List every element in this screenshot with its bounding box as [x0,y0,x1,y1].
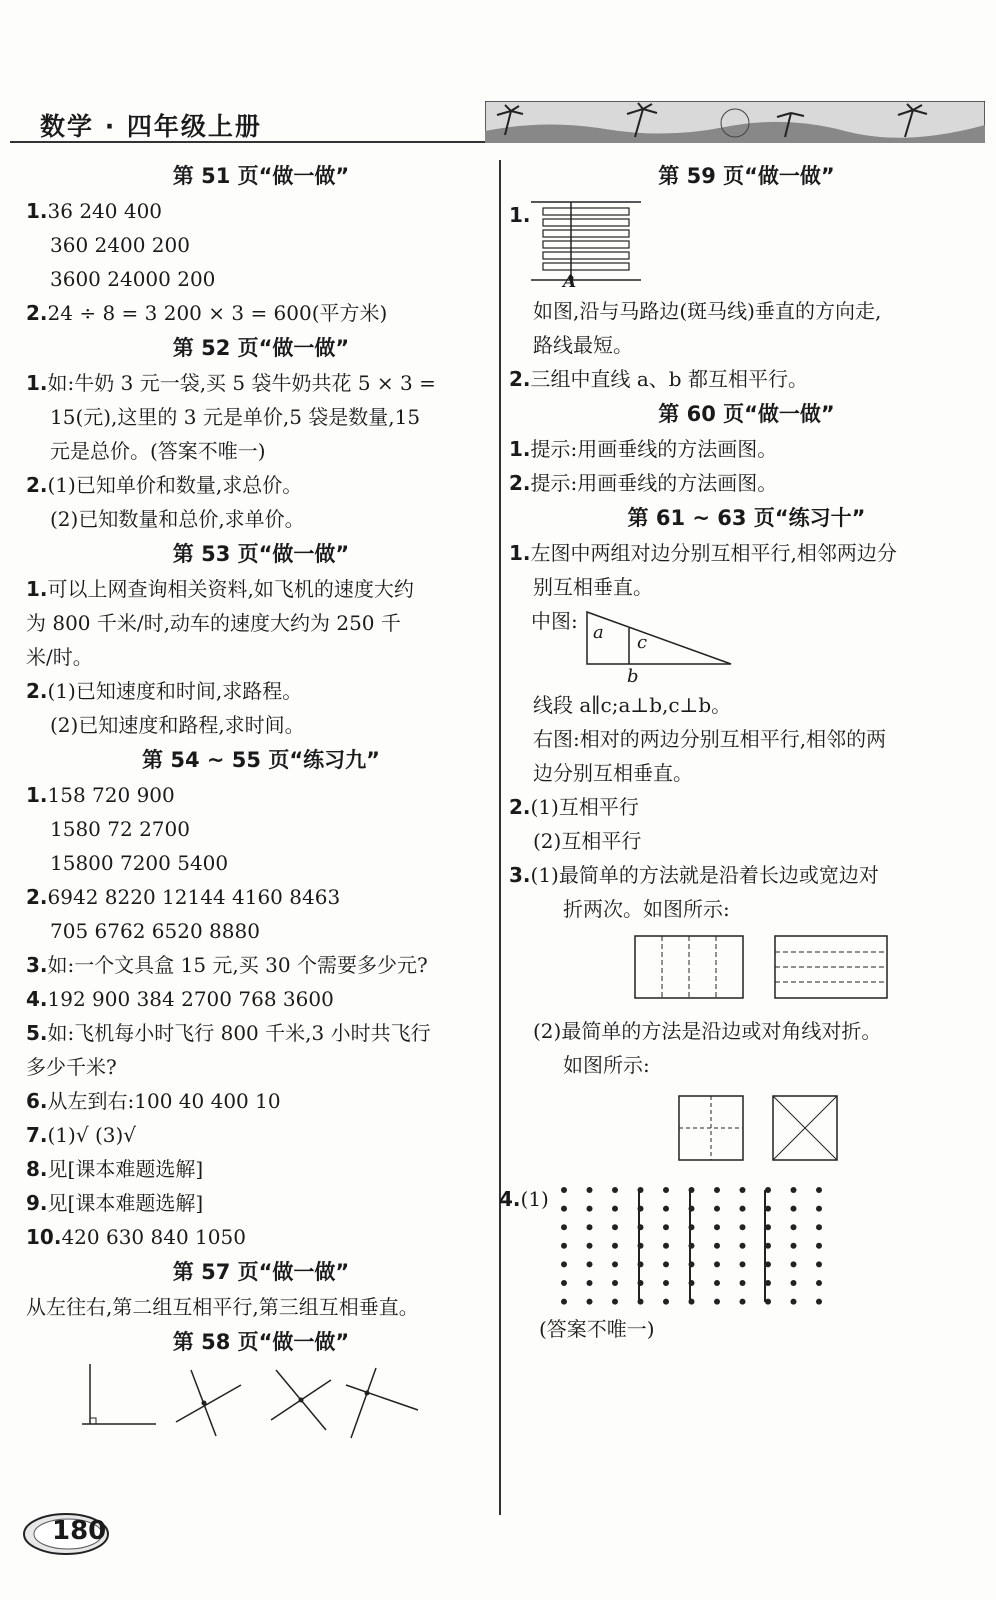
grid-dot [638,1187,644,1193]
item-number: 1. [26,371,48,395]
answer-text: 提示:用画垂线的方法画图。 [530,437,778,461]
answer-line [26,296,496,330]
grid-dot [689,1243,695,1249]
answer-text: 见[课本难题选解] [47,1191,204,1215]
grid-dot [561,1261,567,1267]
answer-line: (2)互相平行 [533,829,642,853]
answer-line [26,1118,496,1152]
item-number: 4. [26,987,48,1011]
grid-dot [638,1206,644,1212]
answer-text: (1)√ (3)√ [47,1123,137,1147]
grid-dot [714,1206,720,1212]
item-number: 1. [26,783,48,807]
header-rule [10,141,485,143]
figure-label: 中图: [531,609,578,633]
section-title: 第 59 页“做一做” [658,164,835,188]
grid-dot [561,1280,567,1286]
section-title: 第 52 页“做一做” [172,336,350,360]
grid-dot [816,1299,822,1305]
answer-line [26,194,496,228]
zebra-crossing-icon [531,200,651,294]
grid-dot [561,1187,567,1193]
item-number: 2. [509,471,531,495]
grid-dot [561,1224,567,1230]
answer-line: 右图:相对的两边分别互相平行,相邻的两 [533,727,887,751]
grid-dot [791,1206,797,1212]
item-number: 2. [26,301,48,325]
answer-line: 米/时。 [26,645,93,669]
answer-line [26,880,496,914]
grid-dot [612,1261,618,1267]
item-number: 10. [26,1225,62,1249]
grid-dot [816,1280,822,1286]
answer-line: 如图所示: [563,1053,650,1077]
grid-dot [561,1299,567,1305]
item-number: 3. [26,953,48,977]
grid-dot [740,1224,746,1230]
left-column [26,158,496,1444]
item-number: 1. [509,437,531,461]
answer-line [499,1182,549,1216]
answer-text: 如:牛奶 3 元一袋,买 5 袋牛奶共花 5 × 3 = [47,371,436,395]
answer-line: 折两次。如图所示: [563,897,730,921]
grid-dot [714,1280,720,1286]
item-number: 1. [509,541,531,565]
answer-text: 可以上网查询相关资料,如飞机的速度大约 [47,577,414,601]
grid-dot [791,1243,797,1249]
page-header [10,95,985,150]
grid-dot [587,1187,593,1193]
item-number: 2. [26,885,48,909]
grid-dot [791,1280,797,1286]
answer-line [26,948,496,982]
answer-line: 如图,沿与马路边(斑马线)垂直的方向走, [533,299,882,323]
answer-text: 提示:用画垂线的方法画图。 [530,471,778,495]
right-column [499,158,984,1346]
grid-dot [663,1261,669,1267]
grid-dot [765,1187,771,1193]
grid-dot [689,1299,695,1305]
item-number: 8. [26,1157,48,1181]
fold-squares-figure [509,1082,984,1178]
grid-dot [612,1299,618,1305]
item-number: 2. [26,473,48,497]
answer-line: (2)已知数量和总价,求单价。 [50,507,305,531]
answer-line: 3600 24000 200 [50,267,216,291]
section-title: 第 61 ~ 63 页“练习十” [627,506,866,530]
section-title: 第 58 页“做一做” [172,1330,350,1354]
item-number: 3. [509,863,531,887]
item-number: 4. [499,1187,521,1211]
grid-dot [561,1243,567,1249]
triangle-diagram [585,610,735,666]
answer-line [26,674,496,708]
book-title: 数学 · 四年级上册 [40,112,262,141]
grid-dot [689,1224,695,1230]
grid-dot [689,1187,695,1193]
answer-text: (1) [520,1187,549,1211]
answer-line [509,362,984,396]
answer-line [509,858,984,892]
grid-dot [791,1224,797,1230]
grid-dot [612,1206,618,1212]
answer-line: 从左往右,第二组互相平行,第三组互相垂直。 [26,1295,419,1319]
grid-dot [587,1261,593,1267]
item-number: 7. [26,1123,48,1147]
item-number: 2. [26,679,48,703]
segment-b-label: b [627,666,639,687]
answer-text: 192 900 384 2700 768 3600 [47,987,334,1011]
answer-line: 边分别互相垂直。 [533,761,693,785]
section-title: 第 53 页“做一做” [172,542,350,566]
answer-line: (答案不唯一) [539,1317,655,1341]
answer-line: (2)最简单的方法是沿边或对角线对折。 [533,1019,882,1043]
column-divider [499,160,501,1515]
section-title: 第 57 页“做一做” [172,1260,350,1284]
answer-line [509,790,984,824]
grid-dot [791,1261,797,1267]
grid-dot [561,1206,567,1212]
answer-line [26,1220,496,1254]
answer-line [26,982,496,1016]
answer-text: (1)互相平行 [530,795,639,819]
grid-dot [663,1187,669,1193]
item-number: 2. [509,795,531,819]
grid-dot [587,1280,593,1286]
dot-grid [559,1184,829,1308]
answer-line: (2)已知速度和路程,求时间。 [50,713,305,737]
grid-dot [714,1224,720,1230]
grid-dot [791,1187,797,1193]
answer-line: 多少千米? [26,1055,117,1079]
grid-dot [816,1243,822,1249]
item-number: 2. [509,367,531,391]
grid-dot [663,1280,669,1286]
answer-line [26,468,496,502]
grid-dot [765,1224,771,1230]
answer-line [26,1084,496,1118]
point-a-label: A [563,272,577,292]
answer-text: 从左到右:100 40 400 10 [47,1089,281,1113]
grid-dot [714,1243,720,1249]
grid-dot [638,1280,644,1286]
grid-dot [689,1280,695,1286]
section-title: 第 51 页“做一做” [172,164,350,188]
grid-dot [587,1224,593,1230]
answer-text: 左图中两组对边分别互相平行,相邻两边分 [530,541,897,565]
grid-dot [714,1187,720,1193]
grid-dot [689,1206,695,1212]
answer-line [509,536,984,570]
triangle-figure [509,604,984,688]
grid-dot [638,1261,644,1267]
answer-line [26,1016,496,1050]
grid-dot [791,1299,797,1305]
grid-dot [612,1224,618,1230]
answer-text: 6942 8220 12144 4160 8463 [47,885,341,909]
grid-dot [638,1299,644,1305]
answer-text: 158 720 900 [47,783,175,807]
grid-dot [638,1243,644,1249]
grid-dot [765,1280,771,1286]
grid-dot [689,1261,695,1267]
item-number: 6. [26,1089,48,1113]
grid-dot [587,1206,593,1212]
dot-grid-figure [499,1182,984,1312]
grid-dot [663,1243,669,1249]
answer-line: 1580 72 2700 [50,817,190,841]
answer-line [26,1186,496,1220]
grid-dot [587,1243,593,1249]
item-number: 1. [26,577,48,601]
answer-text: 如:一个文具盒 15 元,买 30 个需要多少元? [47,953,428,977]
item-number: 1. [509,203,531,227]
answer-line: 为 800 千米/时,动车的速度大约为 250 千 [26,611,401,635]
section-title: 第 60 页“做一做” [658,402,835,426]
answer-line [509,466,984,500]
answer-text: 三组中直线 a、b 都互相平行。 [530,367,808,391]
section-title: 第 54 ~ 55 页“练习九” [142,748,380,772]
palm-tree-banner [485,101,985,143]
grid-dot [765,1261,771,1267]
grid-dot [612,1187,618,1193]
segment-a-label: a [593,622,604,643]
answer-line: 705 6762 6520 8880 [50,919,260,943]
answer-text: (1)已知速度和时间,求路程。 [47,679,303,703]
item-number: 1. [26,199,48,223]
answer-line: 路线最短。 [533,333,633,357]
answer-line [26,778,496,812]
answer-line: 元是总价。(答案不唯一) [50,439,266,463]
grid-dot [740,1187,746,1193]
answer-text: 如:飞机每小时飞行 800 千米,3 小时共飞行 [47,1021,431,1045]
grid-dot [816,1187,822,1193]
grid-dot [714,1261,720,1267]
answer-text: 36 240 400 [47,199,163,223]
segment-c-label: c [637,632,648,653]
answer-line: 360 2400 200 [50,233,190,257]
grid-dot [663,1224,669,1230]
grid-dot [740,1206,746,1212]
grid-dot [587,1299,593,1305]
grid-dot [740,1280,746,1286]
grid-dot [663,1206,669,1212]
grid-dot [638,1224,644,1230]
grid-dot [816,1206,822,1212]
answer-line [509,432,984,466]
grid-dot [612,1243,618,1249]
answer-line [26,1152,496,1186]
grid-dot [740,1261,746,1267]
zebra-crossing-figure [509,194,984,294]
answer-text: 24 ÷ 8 = 3 200 × 3 = 600(平方米) [47,301,388,325]
answer-line: 15(元),这里的 3 元是单价,5 袋是数量,15 [50,405,421,429]
answer-text: 见[课本难题选解] [47,1157,204,1181]
answer-line: 线段 a∥c;a⊥b,c⊥b。 [533,693,732,717]
item-number: 9. [26,1191,48,1215]
grid-dot [816,1261,822,1267]
page-number-badge [20,1510,110,1558]
grid-dot [765,1206,771,1212]
grid-dot [663,1299,669,1305]
grid-dot [765,1299,771,1305]
grid-dot [816,1224,822,1230]
grid-dot [740,1243,746,1249]
grid-dot [740,1299,746,1305]
answer-text: (1)最简单的方法就是沿着长边或宽边对 [530,863,879,887]
grid-dot [612,1280,618,1286]
answer-line [26,366,496,400]
grid-dot [765,1243,771,1249]
answer-line: 别互相垂直。 [533,575,653,599]
grid-dot [714,1299,720,1305]
fold-rectangles-figure [509,926,984,1010]
answer-line [26,572,496,606]
answer-text: 420 630 840 1050 [61,1225,246,1249]
item-number: 5. [26,1021,48,1045]
page-number: 180 [52,1516,107,1546]
answer-line: 15800 7200 5400 [50,851,229,875]
answer-text: (1)已知单价和数量,求总价。 [47,473,303,497]
perpendicular-lines-figure [26,1360,446,1440]
